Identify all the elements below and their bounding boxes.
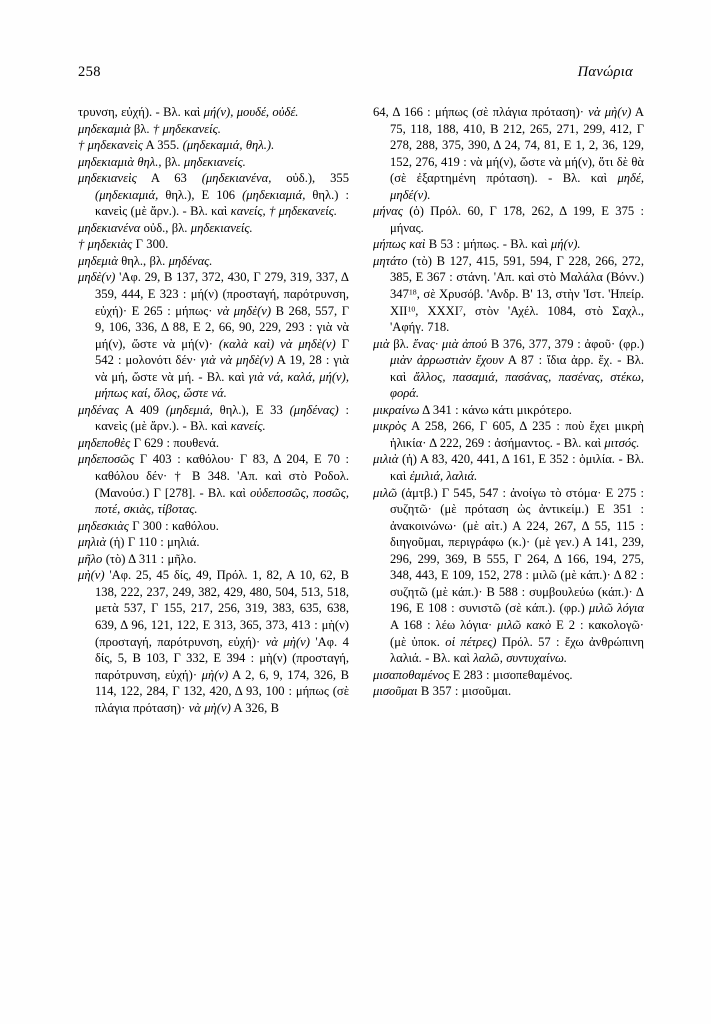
- dictionary-entry: μῆλο (τὸ) Δ 311 : μῆλο.: [78, 551, 197, 566]
- page-number: 258: [78, 64, 101, 80]
- dictionary-entry: μικραίνω Δ 341 : κάνω κάτι μικρότερο.: [373, 402, 572, 417]
- dictionary-entry: μηδεκαμιὰ βλ. † μηδεκανείς.: [78, 121, 221, 136]
- dictionary-entry: μηδεσκιὰς Γ 300 : καθόλου.: [78, 518, 219, 533]
- dictionary-entry: τρυνση, εὐχή). - Βλ. καὶ μή(ν), μουδέ, οὐδέ.: [78, 105, 299, 119]
- dictionary-entry: μηδεμιὰ θηλ., βλ. μηδένας.: [78, 253, 213, 268]
- dictionary-entry: μισαποθαμένος Ε 283 : μισοπεθαμένος.: [373, 667, 573, 682]
- dictionary-entry: † μηδεκανεὶς Α 355. (μηδεκαμιά, θηλ.).: [78, 138, 275, 153]
- column-right: [373, 104, 644, 716]
- dictionary-entry: 64, Δ 166 : μήπως (σὲ πλάγια πρόταση)· νὰ μὴ(ν) Α 75, 118, 188, 410, Β 212, 265, 271, 299, 412, Γ 278, 288, 375, 390, Δ 24, 74, 81, Ε 1, 2, 36, 129, 152, 276, 419 : νὰ μή(ν), ὥστε νὰ μή(ν), ὅτι δὲ θὰ (σὲ ἐξαρτημένη πρόταση). - Βλ. καὶ μηδέ, μηδέ(ν).: [373, 105, 644, 202]
- dictionary-entry: μηδεποσῶς Γ 403 : καθόλου· Γ 83, Δ 204, Ε 70 : καθόλου δέν· † Β 348. 'Απ. καὶ στὸ Ροδολ. (Μανούσ.) Γ [278]. - Βλ. καὶ οὐδεποσῶς, ποσῶς, ποτέ, σκιὰς, τίβοτας.: [78, 452, 349, 517]
- dictionary-entry: μηδὲ(ν) 'Αφ. 29, Β 137, 372, 430, Γ 279, 319, 337, Δ 359, 444, Ε 323 : μή(ν) (προσταγή, παρότρυνση, εὐχή)· Ε 265 : μήπως· νὰ μηδὲ(ν) Β 268, 557, Γ 9, 106, 336, Δ 88, Ε 2, 66, 90, 229, 293 : γιὰ νὰ μή(ν), ὥστε νὰ μή(ν)· (καλὰ καὶ) νὰ μηδὲ(ν) Γ 542 : μολονότι δέν· γιὰ νὰ μηδὲ(ν) Α 19, 28 : γιὰ νὰ μή, ὥστε νὰ μή. - Βλ. καὶ γιὰ νά, καλά, μή(ν), μήπως καί, ὅλος, ὥστε νά.: [78, 270, 349, 401]
- dictionary-entry: μιὰ βλ. ἕνας· μιὰ ἀπού Β 376, 377, 379 : ἀφοῦ· (φρ.) μιὰν ἀρρωστιὰν ἔχουν Α 87 : ἴδια ἀρρ. ἔχ. - Βλ. καὶ ἄλλος, πασαμιά, πασάνας, πασένας, στέκω, φορά.: [373, 336, 645, 401]
- dictionary-entry: † μηδεκιὰς Γ 300.: [78, 237, 169, 252]
- running-title: Πανώρια: [577, 64, 633, 80]
- dictionary-entry: μικρὸς Α 258, 266, Γ 605, Δ 235 : ποὺ ἔχει μικρὴ ἡλικία· Δ 222, 269 : ἀσήμαντος. - Βλ. καὶ μιτσός.: [373, 419, 644, 450]
- dictionary-entry: μιλιὰ (ἡ) Α 83, 420, 441, Δ 161, Ε 352 : ὁμιλία. - Βλ. καὶ ἐμιλιά, λαλιά.: [373, 452, 644, 484]
- dictionary-entry: μήπως καὶ Β 53 : μήπως. - Βλ. καὶ μή(ν).: [373, 237, 581, 252]
- text-columns: [78, 104, 644, 716]
- dictionary-entry: μηδένας Α 409 (μηδεμιά, θηλ.), Ε 33 (μηδένας) : κανεὶς (μὲ ἄρν.). - Βλ. καὶ κανείς.: [78, 402, 349, 434]
- dictionary-entry: μὴ(ν) 'Αφ. 25, 45 δίς, 49, Πρόλ. 1, 82, Α 10, 62, Β 138, 222, 237, 249, 382, 429, 480, 504, 513, 518, μετὰ 537, Γ 155, 217, 256, 319, 383, 635, 638, 639, Δ 96, 121, 122, Ε 313, 365, 373, 413 : μὴ(ν) (προσταγή, παρότρυνση, εὐχή)· νὰ μὴ(ν) 'Αφ. 4 δίς, 5, Β 103, Γ 332, Ε 394 : μὴ(ν) (προσταγή, παρότρυνση, εὐχή)· μὴ(ν) Α 2, 6, 9, 174, 326, Β 114, 122, 284, Γ 132, 420, Δ 93, 100 : μήπως (σὲ πλάγια πρόταση)· νὰ μὴ(ν) Α 326, Β: [78, 568, 349, 715]
- dictionary-entry: μηλιὰ (ἡ) Γ 110 : μηλιά.: [78, 535, 200, 550]
- dictionary-entry: μήνας (ὁ) Πρόλ. 60, Γ 178, 262, Δ 199, Ε 375 : μήνας.: [373, 204, 644, 235]
- dictionary-entry: μιλῶ (ἀμτβ.) Γ 545, 547 : ἀνοίγω τὸ στόμα· Ε 275 : συζητῶ· (μὲ πρόταση ὡς ἀντικείμ.) Ε 351 : ἀνακοινώνω· (μὲ αἰτ.) Α 224, 267, Δ 55, 115 : διηγοῦμαι, περιγράφω (κ.)· (μὲ γεν.) Α 141, 239, 296, 299, 369, Β 555, Γ 264, Δ 166, 194, 275, 348, 443, Ε 109, 152, 278 : μιλῶ (μὲ κάπ.)· Δ 82 : συζητῶ (μὲ κάπ.)· Β 588 : συμβουλεύω (κάπ.)· Δ 196, Ε 108 : συνιστῶ (σὲ κάπ.). (φρ.) μιλῶ λόγια Α 168 : λέω λόγια· μιλῶ κακὸ Ε 2 : κακολογῶ· (μὲ ὑποκ. οἱ πέτρες) Πρόλ. 57 : ἔχω ἀνθρώπινη λαλιά. - Βλ. καὶ λαλῶ, συντυχαίνω.: [373, 485, 644, 666]
- dictionary-entry: μισοῦμαι Β 357 : μισοῦμαι.: [373, 684, 512, 699]
- dictionary-entry: μηδεποθὲς Γ 629 : πουθενά.: [78, 435, 219, 450]
- column-left: [78, 104, 349, 716]
- dictionary-entry: μηδεκιανεὶς Α 63 (μηδεκιανένα, οὐδ.), 355 (μηδεκιαμιά, θηλ.), Ε 106 (μηδεκιαμιά, θηλ.) : κανεὶς (μὲ ἄρν.). - Βλ. καὶ κανείς, † μηδεκανείς.: [78, 171, 350, 219]
- running-head: [78, 64, 633, 86]
- dictionary-entry: μηδεκιαμιὰ θηλ., βλ. μηδεκιανείς.: [78, 154, 246, 169]
- dictionary-entry: μητάτο (τὸ) Β 127, 415, 591, 594, Γ 228, 266, 272, 385, Ε 367 : στάνη. 'Απ. καὶ στὸ Μαλάλα (Βόνν.) $347^{18}$, σὲ Χρυσόβ. 'Ανδρ. Β' 13, στὴν 'Ιστ. 'Ηπείρ. XII$^{10}$, XXXI$^7$, στὸν 'Αχέλ. 1084, στὸ Σαχλ., 'Αφήγ. 718.: [373, 253, 644, 335]
- dictionary-entry: μηδεκιανένα οὐδ., βλ. μηδεκιανείς.: [78, 220, 253, 235]
